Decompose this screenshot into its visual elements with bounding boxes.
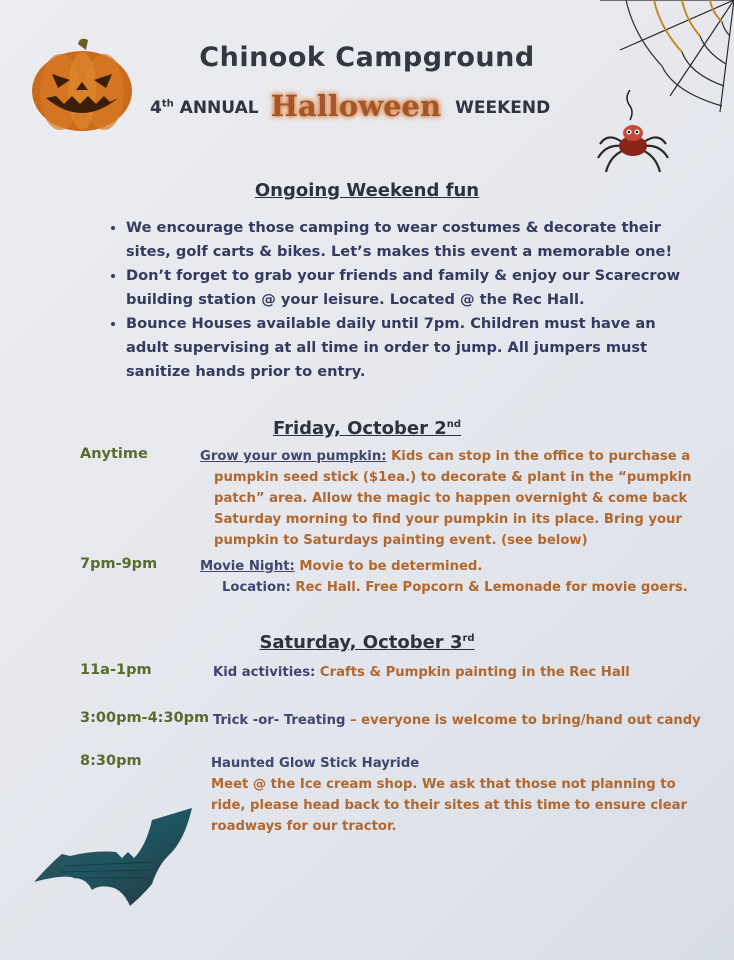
event-line: Meet @ the Ice cream shop. We ask that those not planning to	[211, 777, 676, 792]
list-item: • Don’t forget to grab your friends and family & enjoy our Scarecrow building station @ your leisure. Located @ the Rec Hall.	[126, 264, 686, 312]
event-label: Haunted Glow Stick Hayride	[211, 756, 420, 771]
event-line: patch” area. Allow the magic to happen overnight & come back	[214, 491, 688, 506]
event-description	[213, 710, 701, 731]
event-text: Movie to be determined.	[294, 559, 483, 574]
halloween-word: Halloween	[270, 89, 442, 123]
event-description	[200, 446, 692, 551]
event-time: 11a-1pm	[80, 662, 152, 678]
event-line: pumpkin to Saturdays painting event. (see below)	[214, 533, 588, 548]
event-text: – everyone is welcome to bring/hand out candy	[345, 713, 701, 728]
friday-heading-sup: nd	[446, 419, 462, 430]
saturday-heading-text: Saturday, October 3	[259, 632, 463, 653]
event-time: 7pm-9pm	[80, 556, 158, 572]
event-label: Trick -or- Treating	[213, 713, 346, 728]
subtitle-number: 4	[150, 98, 162, 118]
event-line: roadways for our tractor.	[211, 819, 397, 834]
event-line: Saturday morning to find your pumpkin in its place. Bring your	[214, 512, 682, 527]
event-time: Anytime	[80, 446, 148, 462]
saturday-heading	[0, 632, 734, 653]
subtitle-ordinal: th	[161, 98, 174, 110]
ongoing-heading: Ongoing Weekend fun	[254, 180, 480, 201]
bat-icon	[34, 806, 196, 910]
event-description	[200, 556, 688, 598]
friday-heading-text: Friday, October 2	[272, 418, 447, 439]
location-label: Location:	[222, 580, 291, 595]
event-time: 3:00pm-4:30pm	[80, 710, 210, 726]
event-description	[213, 662, 683, 683]
list-item: • We encourage those camping to wear costumes & decorate their sites, golf carts & bikes. Let’s makes this event a memorable one!	[126, 216, 686, 264]
saturday-heading-sup: rd	[462, 633, 475, 644]
subtitle-annual: ANNUAL	[179, 98, 259, 118]
event-text: Kids can stop in the office to purchase a	[386, 449, 691, 464]
location-text: Rec Hall. Free Popcorn & Lemonade for movie goers.	[290, 580, 688, 595]
campground-title: Chinook Campground	[199, 42, 535, 73]
event-description	[211, 753, 688, 837]
event-time: 8:30pm	[80, 753, 142, 769]
event-text: Crafts & Pumpkin painting in the Rec Hall	[315, 665, 630, 680]
event-label: Grow your own pumpkin:	[200, 449, 387, 464]
subtitle-weekend: WEEKEND	[455, 98, 551, 118]
event-label: Kid activities:	[213, 665, 316, 680]
event-subtitle	[150, 86, 551, 123]
spider-icon	[596, 90, 670, 180]
event-line: ride, please head back to their sites at this time to ensure clear	[211, 798, 688, 813]
event-label: Movie Night:	[200, 559, 295, 574]
friday-heading	[0, 418, 734, 439]
list-item: • Bounce Houses available daily until 7pm. Children must have an adult supervising at all time in order to jump. All jumpers must sanitize hands prior to entry.	[126, 312, 686, 384]
event-line: pumpkin seed stick ($1ea.) to decorate & plant in the “pumpkin	[214, 470, 692, 485]
ongoing-list	[102, 216, 686, 384]
